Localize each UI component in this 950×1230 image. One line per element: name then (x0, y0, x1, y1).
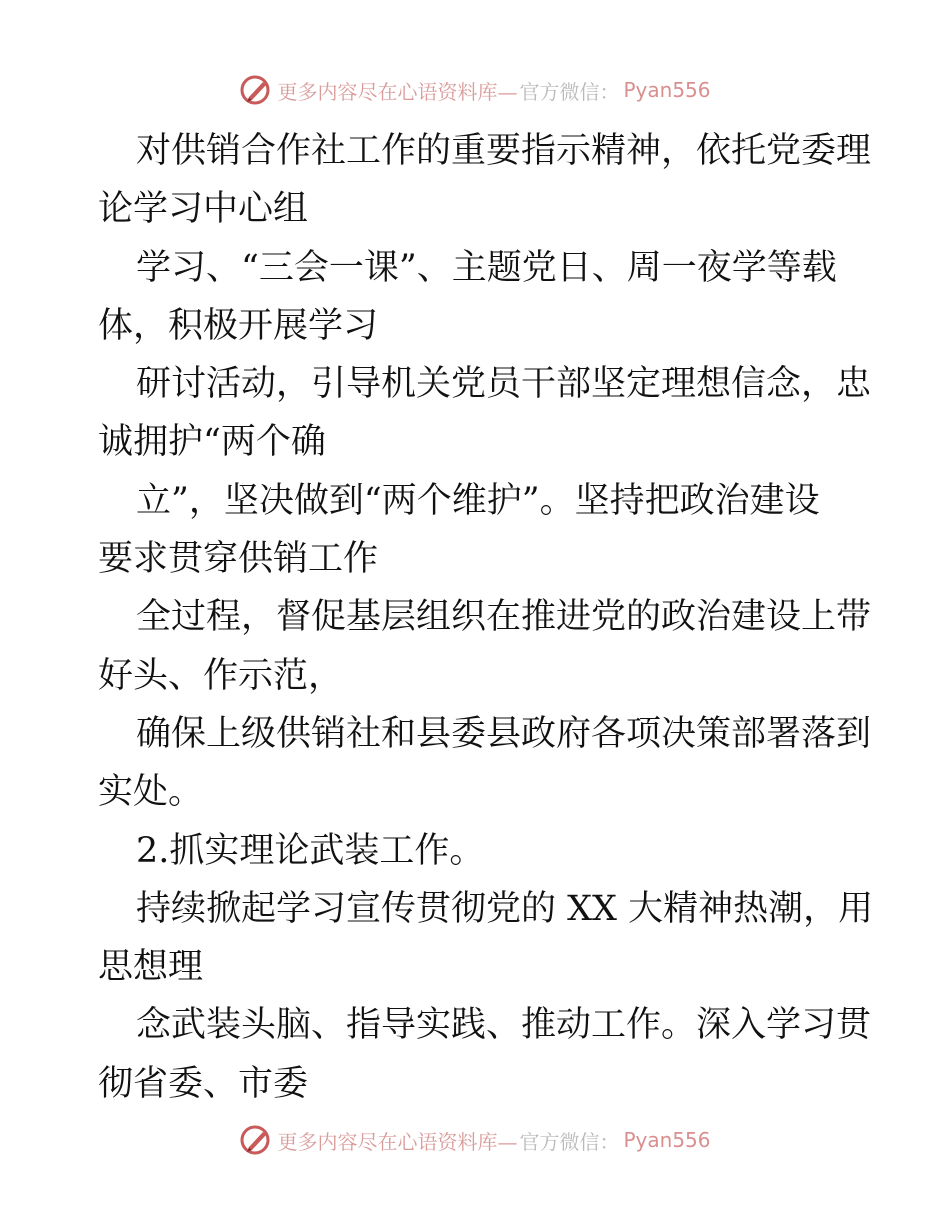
text-line: 思想理 (98, 947, 204, 988)
text-line: 要求贯穿供销工作 (98, 539, 379, 580)
text-line: 念武装头脑、指导实践、推动工作。深入学习贯 (136, 1005, 872, 1046)
footer-banner-text: 更多内容尽在心语资料库— (277, 1129, 518, 1154)
document-body (98, 122, 874, 1113)
text-line: 研讨活动，引导机关党员干部坚定理想信念，忠 (136, 364, 872, 405)
text-line: 立”，坚决做到“两个维护”。坚持把政治建设 (136, 480, 820, 521)
footer-wechat-id: Pyan556 (623, 1128, 711, 1152)
text-line: 确保上级供销社和县委县政府各项决策部署落到 (136, 713, 872, 754)
header-banner (0, 70, 950, 110)
pen-in-circle-icon (239, 73, 273, 107)
text-line: 全过程，督促基层组织在推进党的政治建设上带 (136, 597, 872, 638)
footer-wechat-label: 官方微信： (519, 1129, 620, 1154)
text-line: 实处。 (98, 772, 204, 813)
header-wechat-label: 官方微信： (519, 79, 620, 104)
header-banner-text: 更多内容尽在心语资料库— (277, 79, 518, 104)
text-line: 持续掀起学习宣传贯彻党的 XX 大精神热潮，用 (136, 888, 874, 929)
text-line: 诚拥护“两个确 (98, 422, 326, 463)
text-line: 彻省委、市委 (98, 1063, 309, 1104)
text-line: 论学习中心组 (98, 189, 309, 230)
text-line: 好头、作示范， (98, 655, 344, 696)
text-line: 体，积极开展学习 (98, 305, 379, 346)
text-line: 学习、“三会一课”、主题党日、周一夜学等载 (136, 247, 837, 288)
footer-banner (0, 1120, 950, 1160)
section-heading: 2.抓实理论武装工作。 (136, 830, 485, 871)
header-wechat-id: Pyan556 (623, 78, 711, 102)
pen-in-circle-icon (239, 1123, 273, 1157)
text-line: 对供销合作社工作的重要指示精神，依托党委理 (136, 131, 872, 171)
